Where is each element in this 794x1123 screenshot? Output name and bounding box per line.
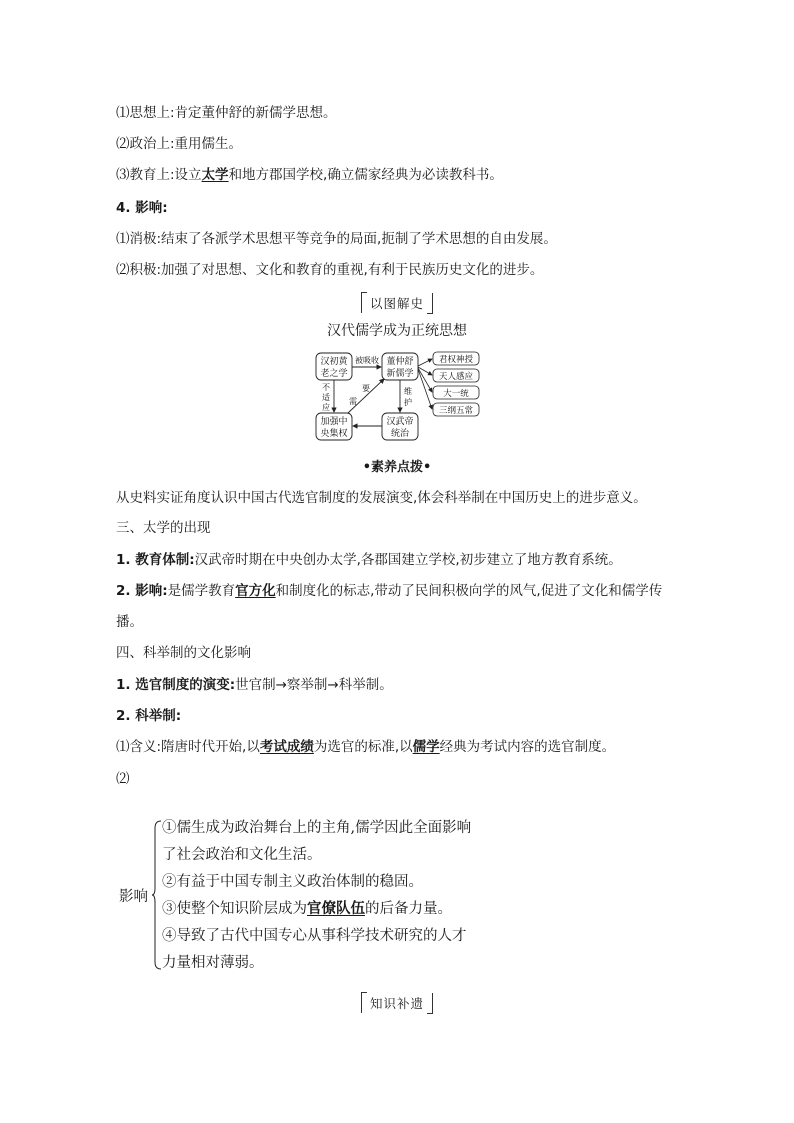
label-edu-system: 1. 教育体制: (116, 552, 195, 568)
paragraph-thought: ⑴思想上:肯定董仲舒的新儒学思想。 (116, 105, 337, 121)
text-segment: 和制度化的标志,带动了民间积极向学的风气,促进了文化和儒学传 (275, 583, 663, 599)
keyword-taixue: 太学 (201, 167, 229, 183)
box-dong-l2: 新儒学 (386, 369, 414, 379)
paragraph-continuation: 播。 (116, 614, 143, 630)
influence-label: 影响 (119, 889, 148, 905)
item-text-4: 三纲五常 (438, 406, 474, 416)
influence-line-1: ①儒生成为政治舞台上的主角,儒学因此全面影响 (162, 820, 472, 836)
text-segment: 世官制→察举制→科举制。 (235, 677, 393, 693)
influence-line-4 (162, 899, 452, 919)
influence-line-5: ④导致了古代中国专心从事科学技术研究的人才 (162, 928, 467, 944)
brace-icon (152, 820, 162, 970)
arrow-fan-1 (418, 359, 432, 366)
paragraph-2-marker: ⑵ (116, 771, 130, 787)
concept-diagram (312, 350, 492, 446)
arrow-need-a: 要 (362, 384, 370, 393)
item-text-1: 君权神授 (438, 355, 474, 365)
paragraph-taixue-influence (116, 582, 662, 600)
text-segment: 汉武帝时期在中央创办太学,各郡国建立学校,初步建立了地方教育系统。 (194, 552, 622, 568)
arrow-unsuited-l2: 适 (322, 393, 330, 402)
keyword-official: 官方化 (235, 583, 276, 599)
text-segment: 和地方郡国学校,确立儒家经典为必读教科书。 (228, 167, 503, 183)
paragraph-negative: ⑴消极:结束了各派学术思想平等竞争的局面,扼制了学术思想的自由发展。 (116, 231, 557, 247)
text-segment: ③使整个知识阶层成为 (162, 901, 307, 917)
box-wudi-l2: 统治 (390, 429, 410, 439)
heading-influence: 4. 影响: (116, 200, 168, 216)
item-text-3: 大一统 (443, 389, 469, 399)
diagram-tag: 以图解史 (361, 293, 433, 313)
diagram-tag-wrapper (0, 293, 794, 313)
paragraph-meaning (116, 738, 615, 756)
text-segment: 经典为考试内容的选官制度。 (439, 739, 616, 755)
box-centralize-l2: 央集权 (320, 429, 348, 439)
arrow-maintain-l2: 护 (404, 398, 412, 407)
box-huanglao-l2: 老之学 (320, 369, 348, 379)
influence-line-3: ②有益于中国专制主义政治体制的稳固。 (162, 874, 423, 890)
text-segment: ⑴含义:隋唐时代开始,以 (116, 739, 260, 755)
keyword-bureaucracy: 官僚队伍 (307, 900, 365, 917)
heading-taixue: 三、太学的出现 (116, 520, 211, 536)
heading-keju: 四、科举制的文化影响 (116, 645, 251, 661)
diagram-title: 汉代儒学成为正统思想 (327, 323, 467, 339)
literacy-tag: •素养点拨• (362, 460, 432, 475)
influence-line-6: 力量相对薄弱。 (162, 955, 264, 971)
paragraph-politics: ⑵政治上:重用儒生。 (116, 136, 243, 152)
label-influence: 2. 影响: (116, 583, 168, 599)
keyword-exam-score: 考试成绩 (259, 739, 314, 755)
text-segment: 是儒学教育 (167, 583, 236, 599)
box-dong-l1: 董仲舒 (386, 357, 414, 367)
box-huanglao-l1: 汉初黄 (320, 357, 348, 367)
paragraph-positive: ⑵积极:加强了对思想、文化和教育的重视,有利于民族历史文化的进步。 (116, 262, 544, 278)
arrow-unsuited-l3: 应 (322, 403, 330, 412)
heading-keju-system: 2. 科举制: (116, 708, 182, 724)
influence-line-2: 了社会政治和文化生活。 (162, 847, 322, 863)
text-segment: 的后备力量。 (365, 901, 452, 917)
arrow-absorbed-label: 被吸收 (355, 356, 379, 365)
paragraph-education (116, 166, 503, 184)
arrow-maintain-l1: 维 (404, 387, 412, 396)
paragraph-evolution (116, 676, 393, 694)
keyword-confucian: 儒学 (412, 739, 440, 755)
text-segment: ⑶教育上:设立 (116, 167, 202, 183)
box-centralize-l1: 加强中 (320, 417, 348, 427)
literacy-text: 从史料实证角度认识中国古代选官制度的发展演变,体会科举制在中国历史上的进步意义。 (116, 490, 647, 506)
footer-tag-wrapper (0, 993, 794, 1013)
arrow-need-b: 需 (349, 397, 357, 406)
arrow-unsuited-l1: 不 (322, 383, 330, 392)
item-text-2: 天人感应 (438, 372, 474, 382)
text-segment: 为选官的标准,以 (313, 739, 413, 755)
paragraph-edu-system (116, 551, 622, 569)
label-evolution: 1. 选官制度的演变: (116, 677, 236, 693)
footer-tag: 知识补遗 (361, 993, 433, 1013)
box-wudi-l1: 汉武帝 (386, 417, 414, 427)
